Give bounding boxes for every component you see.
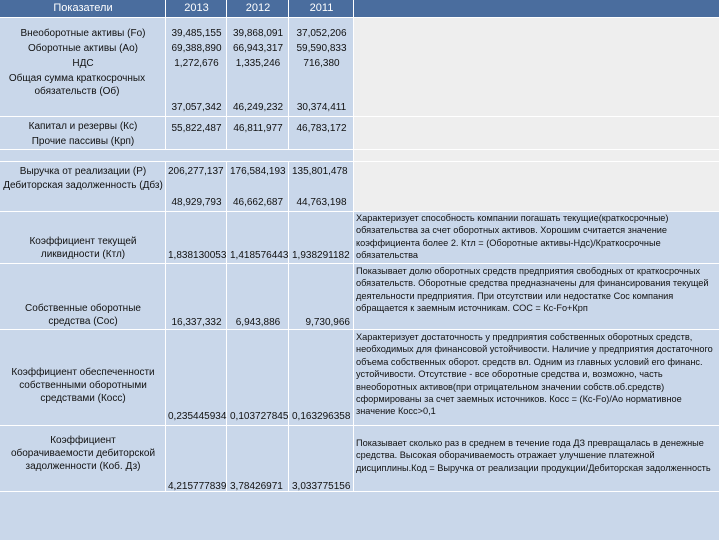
ao-label: Оборотные активы (Ao) bbox=[28, 43, 138, 54]
header-2013: 2013 bbox=[184, 2, 209, 14]
koss-label: Коэффициент обеспеченности собственными оборотными средствами (Косс) bbox=[11, 367, 155, 404]
sos-2012: 6,943,886 bbox=[235, 317, 281, 328]
p-2012: 176,584,193 bbox=[230, 166, 286, 177]
bottom-blank-area bbox=[0, 492, 720, 540]
fo-2011: 37,052,206 bbox=[296, 28, 347, 39]
fo-label: Внеоборотные активы (Fo) bbox=[20, 28, 146, 39]
dbz-2011: 44,763,198 bbox=[296, 197, 347, 208]
fo-2013: 39,485,155 bbox=[171, 28, 222, 39]
koss-description: Характеризует достаточность у предприятия собственных оборотных средств, необходимых для финансовой устойчивости. Наличие у предприятия достаточного объема собственных оборот. средств вл. Одним из главных условий его финанс. устойчивости. Отсутствие - все оборотные средства и, возможно, часть внеоборотных активов(при отрицательном значении собств.об.средств) сформированы за счет заемных источников. Косс = (Кс-Fo)/Ao нормативное значение Косс>0,1 bbox=[356, 332, 713, 417]
nds-label: НДС bbox=[72, 58, 94, 69]
sos-description: Показывает долю оборотных средств предприятия свободных от краткосрочных обязательств. Оборотные средства предназначены для финансирования текущей деятельности предприятия. При отсутствии или недостатке Сос компания обращается к заемным источникам. СОС = Кс-Fo+Крп bbox=[356, 266, 709, 314]
row-block-2-desc bbox=[354, 117, 720, 150]
header-blank-cell bbox=[354, 0, 720, 18]
ob-2012: 46,249,232 bbox=[232, 102, 284, 113]
kdz-description: Показывает сколько раз в среднем в течение года ДЗ превращалась в денежные средства. Высокая оборачиваемость отражает улучшение платежной дисциплины.Код = Выручка от реализации продукции/Дебиторская задолженность bbox=[356, 438, 711, 473]
sos-2013: 16,337,332 bbox=[171, 317, 222, 328]
ks-2013: 55,822,487 bbox=[171, 123, 222, 134]
ktl-description: Характеризует способность компании погашать текущие(краткосрочные) обязательства за счет оборотных активов. Хорошим считается значение коэффициента более 2. Ктл = (Оборотные активы-Ндс)/Краткосрочные обязательства bbox=[356, 213, 669, 261]
header-2012: 2012 bbox=[245, 2, 271, 14]
ob-2013: 37,057,342 bbox=[171, 102, 222, 113]
ao-2012: 66,943,317 bbox=[232, 43, 284, 54]
header-indicators: Показатели bbox=[53, 2, 113, 14]
ks-2011: 46,783,172 bbox=[296, 123, 347, 134]
nds-2013: 1,272,676 bbox=[174, 58, 219, 69]
header-2011: 2011 bbox=[309, 2, 334, 14]
ktl-2012: 1,418576443 bbox=[230, 250, 289, 261]
kdz-2013: 4,215777839 bbox=[168, 481, 227, 492]
sos-2011: 9,730,966 bbox=[305, 317, 350, 328]
ob-label: Общая сумма краткосрочных обязательств (Об) bbox=[8, 73, 146, 97]
spacer-row bbox=[0, 150, 354, 162]
row-block-1-desc bbox=[354, 18, 720, 117]
p-2013: 206,277,137 bbox=[168, 166, 224, 177]
koss-2012: 0,103727845 bbox=[230, 411, 289, 422]
ob-2011: 30,374,411 bbox=[296, 102, 347, 113]
kdz-label: Коэффициент оборачиваемости дебиторской задолженности (Коб. Дз) bbox=[10, 435, 156, 472]
kdz-2011: 3,033775156 bbox=[292, 481, 351, 492]
fo-2012: 39,868,091 bbox=[232, 28, 284, 39]
dbz-2013: 48,929,793 bbox=[171, 197, 222, 208]
kdz-2012: 3,78426971 bbox=[230, 481, 283, 492]
ao-2013: 69,388,890 bbox=[171, 43, 222, 54]
p-label: Выручка от реализации (Р) bbox=[19, 166, 147, 177]
koss-2011: 0,163296358 bbox=[292, 411, 351, 422]
dbz-label: Дебиторская задолженность (Дбз) bbox=[3, 180, 163, 191]
ktl-label: Коэффициент текущей ликвидности (Ктл) bbox=[29, 236, 137, 260]
ks-label: Капитал и резервы (Кс) bbox=[28, 121, 138, 132]
p-2011: 135,801,478 bbox=[292, 166, 348, 177]
ktl-2011: 1,938291182 bbox=[292, 250, 350, 261]
dbz-2012: 46,662,687 bbox=[232, 197, 284, 208]
ao-2011: 59,590,833 bbox=[296, 43, 347, 54]
spacer-row-desc bbox=[354, 150, 720, 162]
krp-label: Прочие пассивы (Крп) bbox=[31, 136, 135, 147]
nds-2012: 1,335,246 bbox=[235, 58, 281, 69]
koss-2013: 0,235445934 bbox=[168, 411, 227, 422]
ktl-2013: 1,838130053 bbox=[168, 250, 227, 261]
sos-label: Собственные оборотные средства (Сос) bbox=[25, 303, 141, 327]
row-block-3-desc bbox=[354, 162, 720, 212]
ks-2012: 46,811,977 bbox=[233, 123, 283, 134]
nds-2011: 716,380 bbox=[303, 58, 340, 69]
